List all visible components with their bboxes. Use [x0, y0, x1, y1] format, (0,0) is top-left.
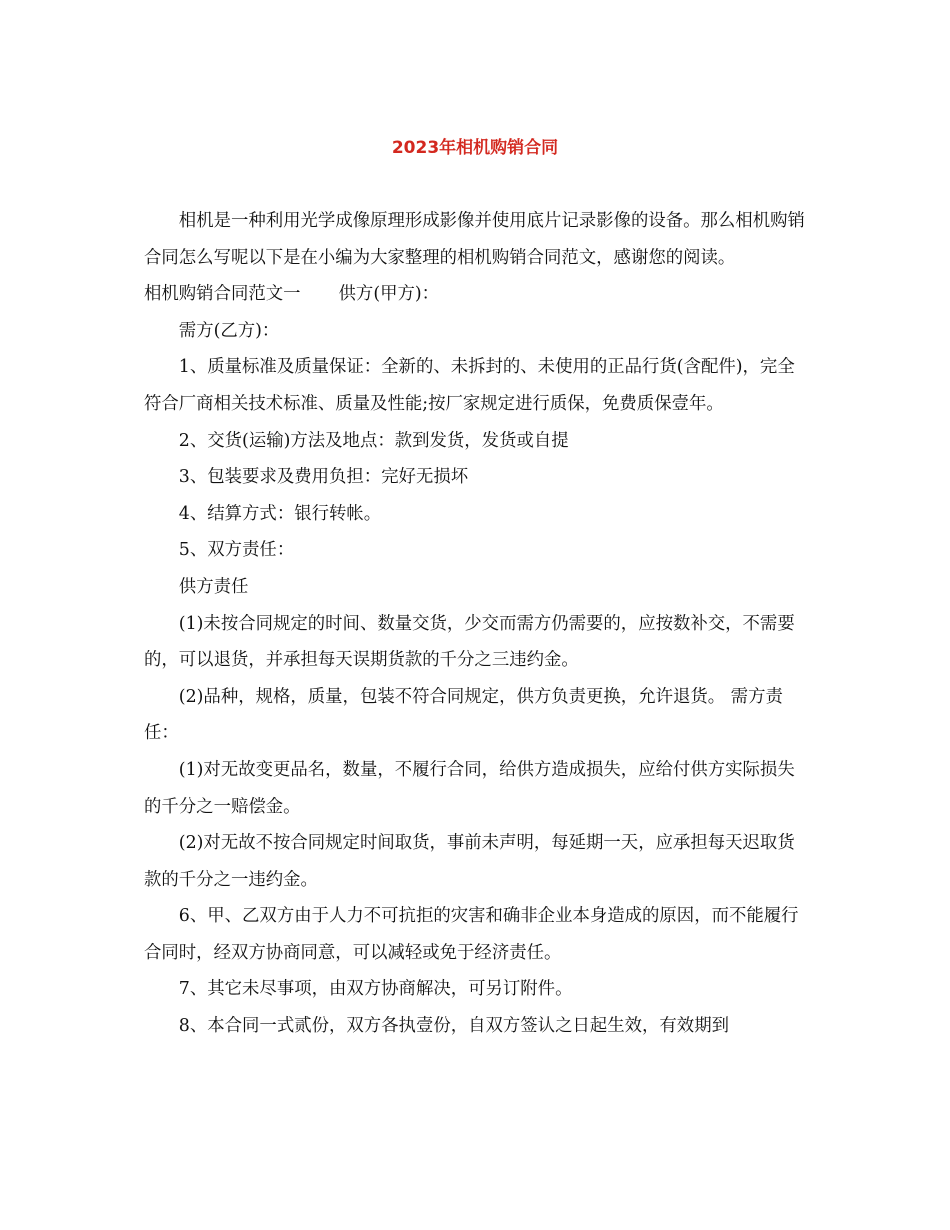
supplier-duty-2: (2)品种，规格，质量，包装不符合同规定，供方负责更换，允许退货。 需方责任：: [144, 686, 783, 744]
clause-4: 4、结算方式：银行转帐。: [178, 503, 382, 524]
clause-7: 7、其它未尽事项，由双方协商解决，可另订附件。: [178, 979, 573, 1000]
section-heading-line: [144, 276, 806, 313]
clause-6: 6、甲、乙双方由于人力不可抗拒的灾害和确非企业本身造成的原因，而不能履行合同时，经双方协商同意，可以减轻或免于经济责任。: [144, 906, 799, 963]
clause-5: 5、双方责任：: [178, 540, 295, 561]
clause-8: 8、本合同一式贰份，双方各执壹份，自双方签认之日起生效，有效期到: [178, 1016, 729, 1037]
intro-paragraph: 相机是一种利用光学成像原理形成影像并使用底片记录影像的设备。那么相机购销合同怎么写呢以下是在小编为大家整理的相机购销合同范文，感谢您的阅读。: [144, 211, 805, 268]
supplier-duty-title: 供方责任: [178, 576, 249, 597]
clause-3: 3、包装要求及费用负担：完好无损坏: [178, 467, 469, 488]
clause-1: 1、质量标准及质量保证：全新的、未拆封的、未使用的正品行货(含配件)，完全符合厂商相关技术标准、质量及性能;按厂家规定进行质保，免费质保壹年。: [144, 357, 795, 414]
buyer-label: 需方(乙方)：: [178, 320, 280, 341]
section-heading: 相机购销合同范文一: [144, 284, 301, 305]
clause-2: 2、交货(运输)方法及地点：款到发货，发货或自提: [178, 430, 569, 451]
buyer-duty-1: (1)对无故变更品名，数量，不履行合同，给供方造成损失，应给付供方实际损失的千分之一赔偿金。: [144, 759, 795, 817]
supplier-duty-1: (1)未按合同规定的时间、数量交货，少交而需方仍需要的，应按数补交，不需要的，可以退货，并承担每天误期货款的千分之三违约金。: [144, 613, 795, 671]
document-body: [144, 203, 806, 1045]
supplier-label: 供方(甲方)：: [338, 284, 440, 305]
document-title: 2023年相机购销合同: [391, 138, 559, 158]
buyer-duty-2: (2)对无故不按合同规定时间取货，事前未声明，每延期一天，应承担每天迟取货款的千分之一违约金。: [144, 833, 795, 890]
